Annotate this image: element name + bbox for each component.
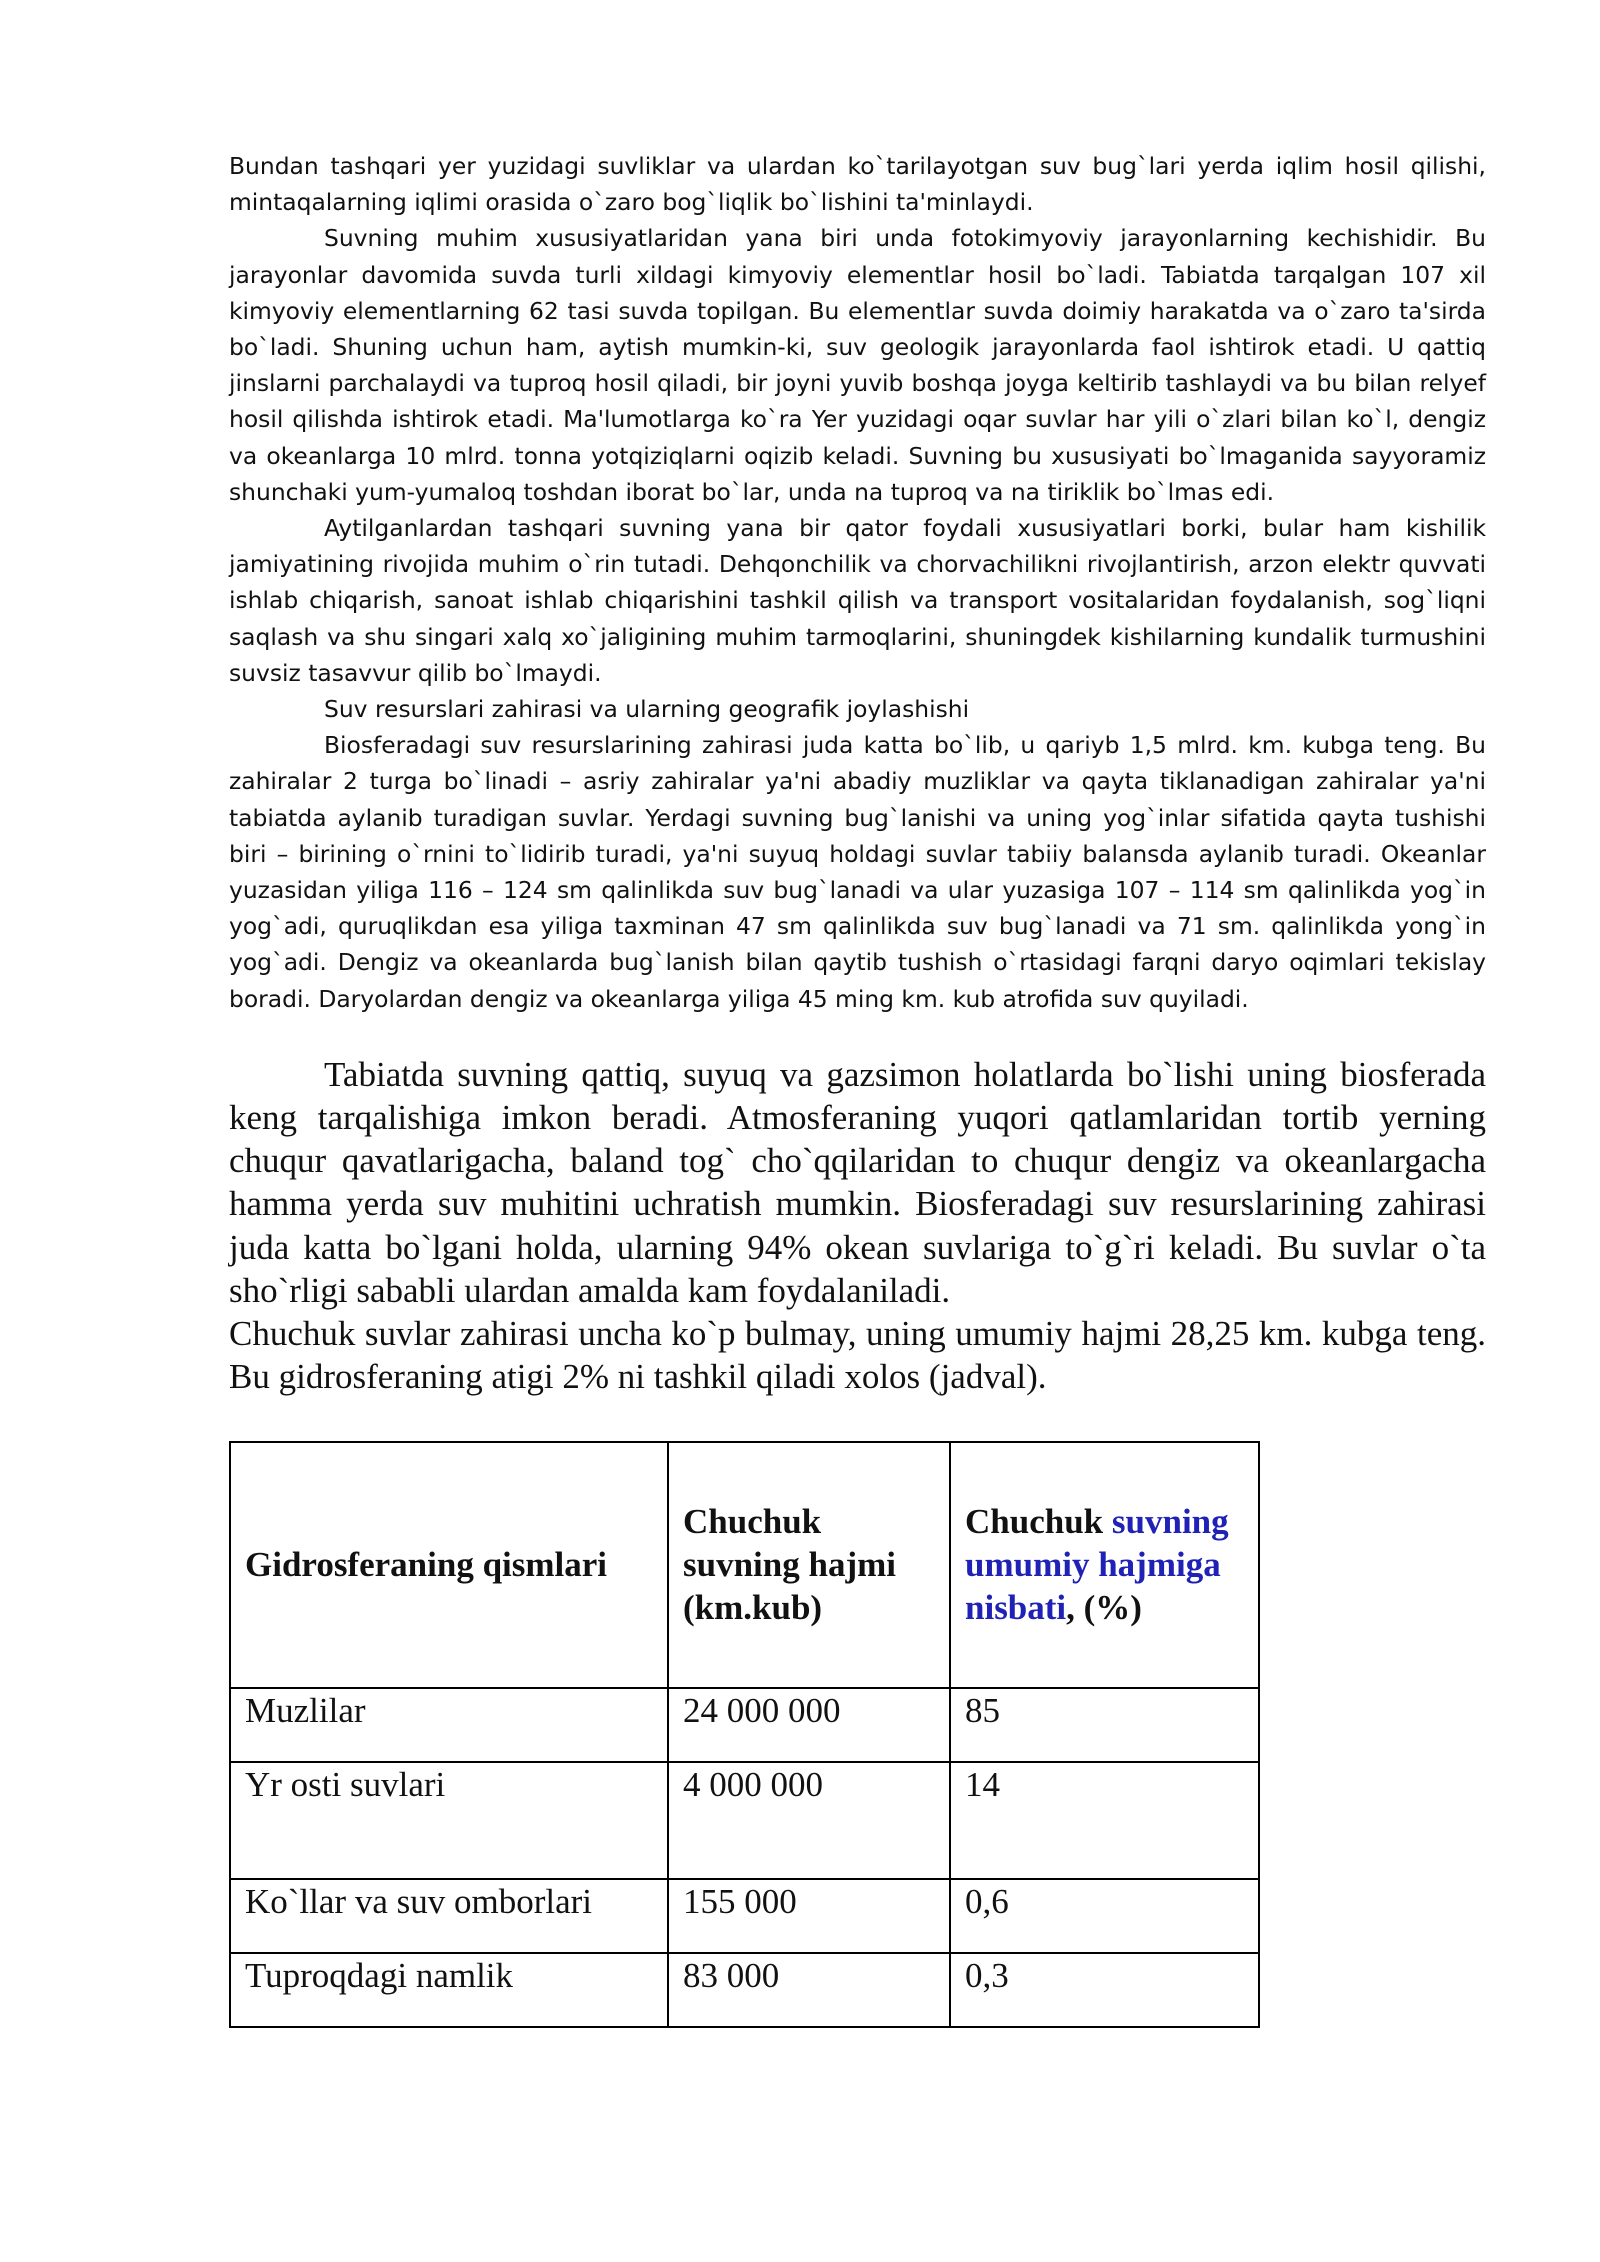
paragraph-climate: Bundan tashqari yer yuzidagi suvliklar va ulardan ko`tarilayotgan suv bug`lari yerda iqlim hosil qilishi, mintaqalarning iqlimi orasida o`zaro bog`liqlik bo`lishini ta'minlaydi.: [229, 152, 1486, 217]
document-page: [229, 148, 1486, 2028]
paragraph-useful-properties: Aytilganlardan tashqari suvning yana bir qator foydali xususiyatlari borki, bular ham kishilik jamiyatining rivojida muhim o`rin tutadi. Dehqonchilik va chorvachilikni rivojlantirish, arzon elektr quvvati ishlab chiqarish, sanoat ishlab chiqarishini tashkil qilish va transport vositalaridan foydalanish, sog`liqni saqlash va shu singari xalq xo`jaligining muhim tarmoqlarini, shuningdek kishilarning kundalik turmushini suvsiz tasavvur qilib bo`lmaydi.: [229, 514, 1486, 687]
cell-volume: 4 000 000: [668, 1762, 950, 1879]
header-share-part2: suvning umumiy hajmiga nisbati: [965, 1502, 1229, 1627]
cell-share: 0,3: [950, 1953, 1259, 2027]
table-row: [230, 1953, 1259, 2027]
table-header-row: [230, 1442, 1259, 1688]
header-share: [950, 1442, 1259, 1688]
paragraph-water-states: Tabiatda suvning qattiq, suyuq va gazsimon holatlarda bo`lishi uning biosferada keng tarqalishiga imkon beradi. Atmosferaning yuqori qatlamlaridan tortib yerning chuqur qavatlarigacha, baland tog` cho`qqilaridan to chuqur dengiz va okeanlargacha hamma yerda suv muhitini uchratish mumkin. Biosferadagi suv resurslarining zahirasi juda katta bo`lgani holda, ularning 94% okean suvlariga to`g`ri keladi. Bu suvlar o`ta sho`rligi sababli ulardan amalda kam foydalaniladi.: [229, 1054, 1486, 1310]
paragraph-reserves: Biosferadagi suv resurslarining zahirasi juda katta bo`lib, u qariyb 1,5 mlrd. km. kubga teng. Bu zahiralar 2 turga bo`linadi – asriy zahiralar ya'ni abadiy muzliklar va qayta tiklanadigan zahiralar ya'ni tabiatda aylanib turadigan suvlar. Yerdagi suvning bug`lanishi va uning yog`inlar sifatida qayta tushishi biri – birining o`rnini to`lidirib turadi, ya'ni suyuq holdagi suvlar tabiiy balansda aylanib turadi. Okeanlar yuzasidan yiliga 116 – 124 sm qalinlikda suv bug`lanadi va ular yuzasiga 107 – 114 sm qalinlikda yog`in yog`adi, quruqlikdan esa yiliga taxminan 47 sm qalinlikda suv bug`lanadi va 71 sm. qalinlikda yong`in yog`adi. Dengiz va okeanlarda bug`lanish bilan qaytib tushish o`rtasidagi farqni daryo oqimlari tekislay boradi. Daryolardan dengiz va okeanlarga yiliga 45 ming km. kub atrofida suv quyiladi.: [229, 731, 1486, 1013]
header-volume: Chuchuk suvning hajmi (km.kub): [668, 1442, 950, 1688]
table-row: [230, 1879, 1259, 1953]
table-row: [230, 1688, 1259, 1762]
cell-share: 0,6: [950, 1879, 1259, 1953]
cell-volume: 24 000 000: [668, 1688, 950, 1762]
table-row: [230, 1762, 1259, 1879]
cell-part: Yr osti suvlari: [230, 1762, 668, 1879]
section-heading: Suv resurslari zahirasi va ularning geografik joylashishi: [324, 695, 970, 724]
paragraph-fresh-water: Chuchuk suvlar zahirasi uncha ko`p bulmay, uning umumiy hajmi 28,25 km. kubga teng. Bu gidrosferaning atigi 2% ni tashkil qiladi xolos (jadval).: [229, 1314, 1486, 1397]
cell-part: Muzlilar: [230, 1688, 668, 1762]
cell-share: 85: [950, 1688, 1259, 1762]
cell-volume: 155 000: [668, 1879, 950, 1953]
cell-share: 14: [950, 1762, 1259, 1879]
header-share-part3: , (%): [1066, 1588, 1142, 1627]
paragraph-photochemistry: Suvning muhim xususiyatlaridan yana biri unda fotokimyoviy jarayonlarning kechishidir. Bu jarayonlar davomida suvda turli xildagi kimyoviy elementlar hosil bo`ladi. Tabiatda tarqalgan 107 xil kimyoviy elementlarning 62 tasi suvda topilgan. Bu elementlar suvda doimiy harakatda va o`zaro ta'sirda bo`ladi. Shuning uchun ham, aytish mumkin-ki, suv geologik jarayonlarda faol ishtirok etadi. U qattiq jinslarni parchalaydi va tuproq hosil qiladi, bir joyni yuvib boshqa joyga keltirib tashlaydi va bu bilan relyef hosil qilishda ishtirok etadi. Ma'lumotlarga ko`ra Yer yuzidagi oqar suvlar har yili o`zlari bilan ko`l, dengiz va okeanlarga 10 mlrd. tonna yotqiziqlarni oqizib keladi. Suvning bu xususiyati bo`lmaganida sayyoramiz shunchaki yum-yumaloq toshdan iborat bo`lar, unda na tuproq va na tiriklik bo`lmas edi.: [229, 224, 1486, 506]
header-share-part1: Chuchuk: [965, 1502, 1112, 1541]
cell-volume: 83 000: [668, 1953, 950, 2027]
serif-section: [229, 1053, 1486, 1399]
fresh-water-table: [229, 1441, 1260, 2028]
cell-part: Ko`llar va suv omborlari: [230, 1879, 668, 1953]
intro-section: [229, 148, 1486, 1017]
cell-part: Tuproqdagi namlik: [230, 1953, 668, 2027]
header-parts: Gidrosferaning qismlari: [230, 1442, 668, 1688]
